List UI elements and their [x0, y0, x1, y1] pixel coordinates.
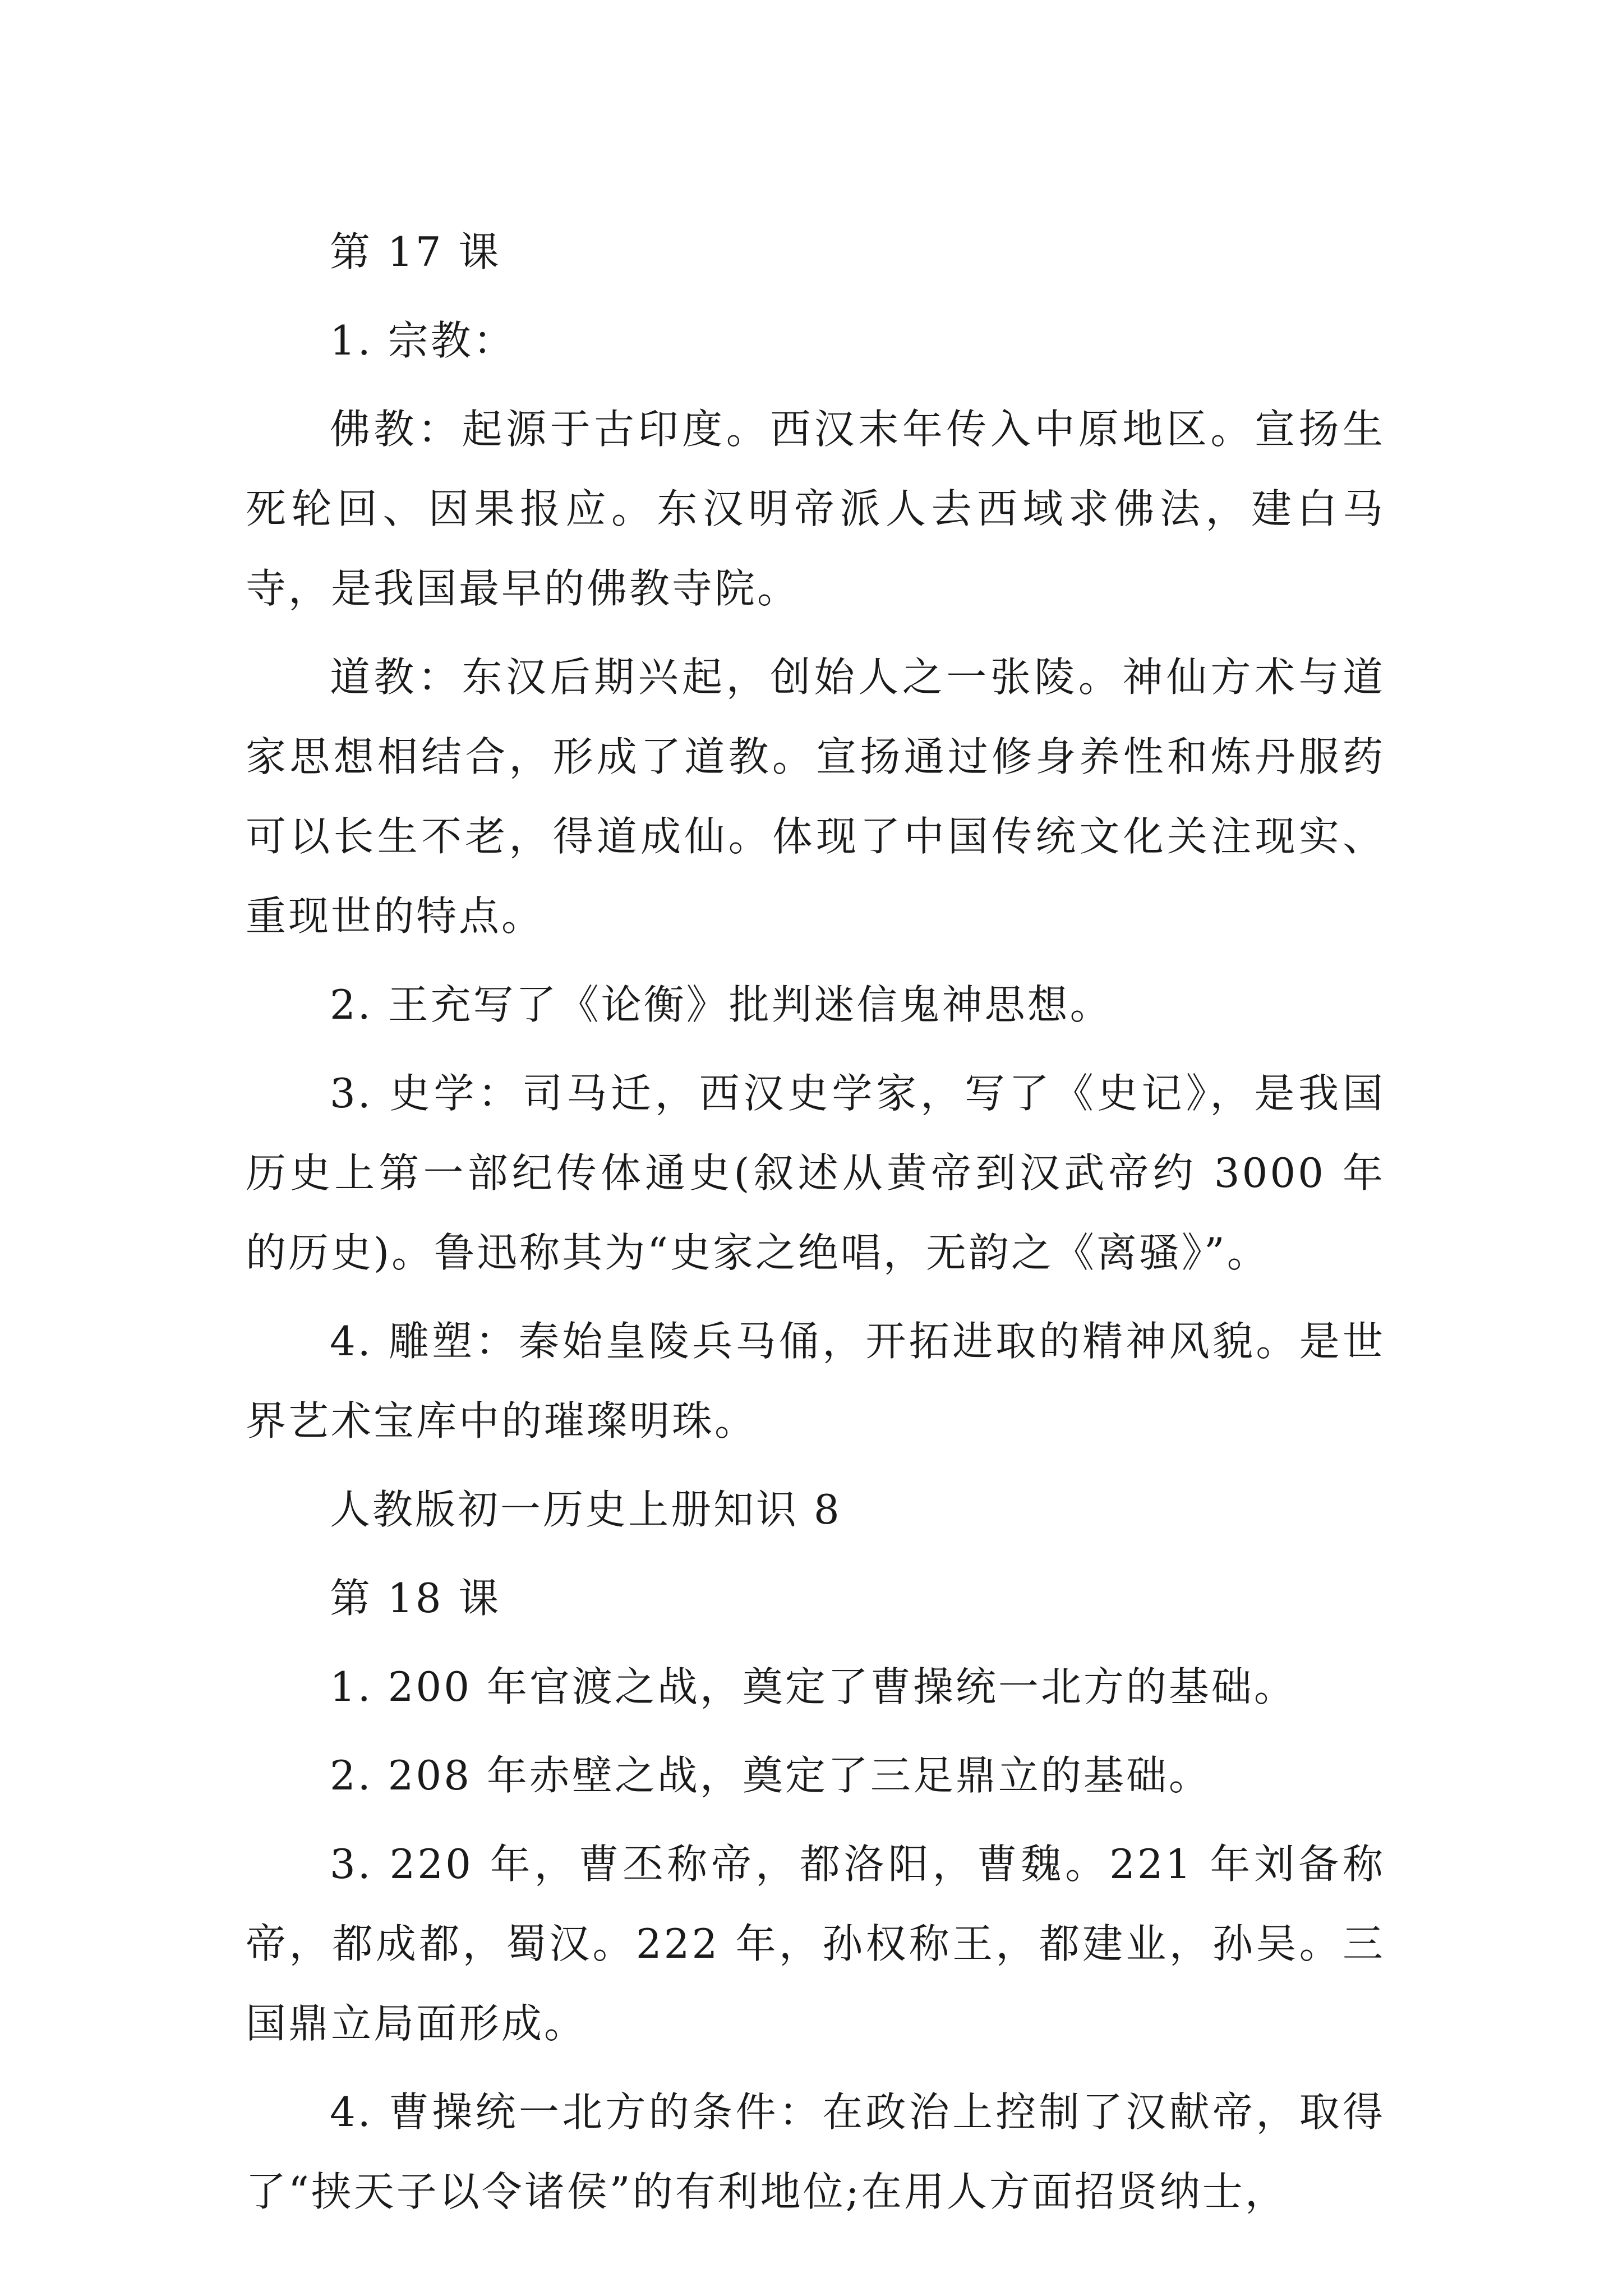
guandu-paragraph: 1. 200 年官渡之战，奠定了曹操统一北方的基础。: [330, 1663, 1297, 1710]
historiography-paragraph: 3. 史学：司马迁，西汉史学家，写了《史记》，是我国历史上第一部纪传体通史(叙述从黄帝到汉武帝约 3000 年的历史)。鲁迅称其为“史家之绝唱，无韵之《离骚》”。: [246, 1070, 1385, 1276]
wang-chong-paragraph: 2. 王充写了《论衡》批判迷信鬼神思想。: [330, 981, 1113, 1028]
chibi-paragraph: 2. 208 年赤壁之战，奠定了三足鼎立的基础。: [330, 1752, 1211, 1799]
buddhism-paragraph: 佛教：起源于古印度。西汉末年传入中原地区。宣扬生死轮回、因果报应。东汉明帝派人去西域求佛法，建白马寺，是我国最早的佛教寺院。: [246, 406, 1385, 612]
document-body: [246, 212, 1385, 2231]
three-kingdoms-paragraph: 3. 220 年，曹丕称帝，都洛阳，曹魏。221 年刘备称帝，都成都，蜀汉。222 年，孙权称王，都建业，孙吴。三国鼎立局面形成。: [246, 1841, 1385, 2047]
lesson-17-heading: 第 17 课: [330, 228, 501, 275]
religion-heading: 1. 宗教：: [330, 317, 516, 364]
lesson-18-heading: 第 18 课: [330, 1575, 501, 1622]
taoism-paragraph: 道教：东汉后期兴起，创始人之一张陵。神仙方术与道家思想相结合，形成了道教。宣扬通过修身养性和炼丹服药可以长生不老，得道成仙。体现了中国传统文化关注现实、重现世的特点。: [246, 654, 1385, 940]
sculpture-paragraph: 4. 雕塑：秦始皇陵兵马俑，开拓进取的精神风貌。是世界艺术宝库中的璀璨明珠。: [246, 1318, 1385, 1444]
section-title: 人教版初一历史上册知识 8: [330, 1486, 842, 1533]
cao-cao-paragraph: 4. 曹操统一北方的条件：在政治上控制了汉献帝，取得了“挟天子以令诸侯”的有利地位;在用人方面招贤纳士，: [246, 2088, 1385, 2215]
